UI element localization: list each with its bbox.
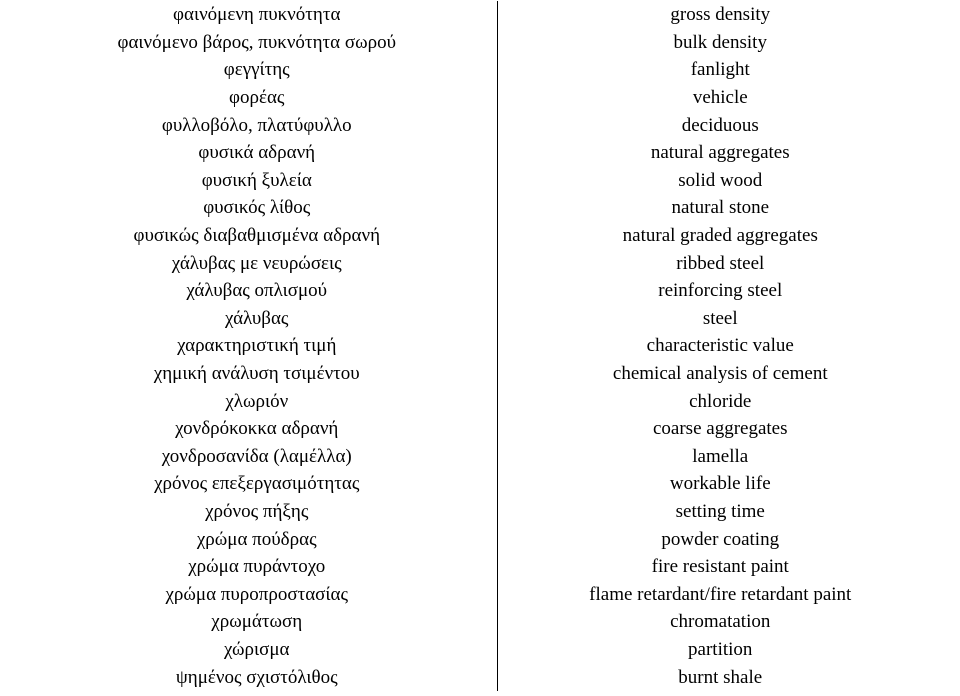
table-row (17, 663, 943, 691)
greek-term: χάλυβας οπλισμού (17, 277, 497, 305)
table-row (17, 636, 943, 664)
english-term: reinforcing steel (658, 280, 783, 302)
table-row (17, 470, 943, 498)
table-row (17, 525, 943, 553)
table-row (17, 305, 943, 333)
english-term: partition (688, 638, 753, 660)
english-term: powder coating (661, 528, 780, 550)
greek-term: ψημένος σχιστόλιθος (17, 663, 497, 691)
table-row (17, 332, 943, 360)
table-row (17, 249, 943, 277)
table-row (17, 580, 943, 608)
greek-term: φεγγίτης (17, 56, 497, 84)
greek-term: χρόνος πήξης (17, 498, 497, 526)
greek-term: φυλλοβόλο, πλατύφυλλο (17, 111, 497, 139)
greek-term: φαινόμενο βάρος, πυκνότητα σωρού (17, 29, 497, 57)
english-term: chemical analysis of cement (612, 363, 828, 385)
table-row (17, 56, 943, 84)
english-term: lamella (692, 445, 749, 467)
table-row (17, 222, 943, 250)
table-row (17, 139, 943, 167)
english-term: burnt shale (678, 666, 763, 688)
english-term: workable life (669, 473, 771, 495)
table-row (17, 415, 943, 443)
greek-term: χονδροσανίδα (λαμέλλα) (17, 443, 497, 471)
table-row (17, 498, 943, 526)
table-row (17, 277, 943, 305)
english-term: chromatation (670, 611, 771, 633)
table-row (17, 360, 943, 388)
english-term: natural stone (671, 197, 770, 219)
english-term: fanlight (690, 59, 750, 81)
english-term: bulk density (673, 31, 767, 53)
english-term: deciduous (681, 114, 759, 136)
table-row (17, 167, 943, 195)
greek-term: χρωμάτωση (17, 608, 497, 636)
table-row (17, 1, 943, 29)
table-row (17, 443, 943, 471)
greek-term: φαινόμενη πυκνότητα (17, 1, 497, 29)
english-term: characteristic value (646, 335, 794, 357)
greek-term: φυσικώς διαβαθμισμένα αδρανή (17, 222, 497, 250)
glossary-body (17, 1, 943, 691)
table-row (17, 387, 943, 415)
greek-term: χάλυβας με νευρώσεις (17, 249, 497, 277)
english-term: setting time (675, 500, 765, 522)
table-row (17, 553, 943, 581)
english-term: ribbed steel (676, 252, 765, 274)
table-row (17, 29, 943, 57)
english-term: coarse aggregates (652, 418, 788, 440)
greek-term: χρώμα πυράντοχο (17, 553, 497, 581)
greek-term: χημική ανάλυση τσιμέντου (17, 360, 497, 388)
english-term: natural graded aggregates (622, 225, 818, 247)
greek-term: φυσική ξυλεία (17, 167, 497, 195)
greek-term: χώρισμα (17, 636, 497, 664)
english-term: solid wood (678, 169, 763, 191)
greek-term: φυσικός λίθος (17, 194, 497, 222)
greek-term: χρώμα πούδρας (17, 525, 497, 553)
english-term: steel (702, 307, 738, 329)
english-term: chloride (689, 390, 752, 412)
greek-term: χλωριόν (17, 387, 497, 415)
greek-term: χάλυβας (17, 305, 497, 333)
glossary-table (17, 1, 943, 691)
english-term: vehicle (692, 87, 748, 109)
table-row (17, 84, 943, 112)
english-term: fire resistant paint (651, 556, 789, 578)
table-row (17, 111, 943, 139)
english-term: flame retardant/fire retardant paint (589, 583, 852, 605)
greek-term: χρόνος επεξεργασιμότητας (17, 470, 497, 498)
greek-term: χονδρόκοκκα αδρανή (17, 415, 497, 443)
english-term: gross density (670, 4, 771, 26)
greek-term: φορέας (17, 84, 497, 112)
greek-term: χαρακτηριστική τιμή (17, 332, 497, 360)
greek-term: χρώμα πυροπροστασίας (17, 580, 497, 608)
greek-term: φυσικά αδρανή (17, 139, 497, 167)
table-row (17, 608, 943, 636)
table-row (17, 194, 943, 222)
english-term: natural aggregates (650, 142, 790, 164)
